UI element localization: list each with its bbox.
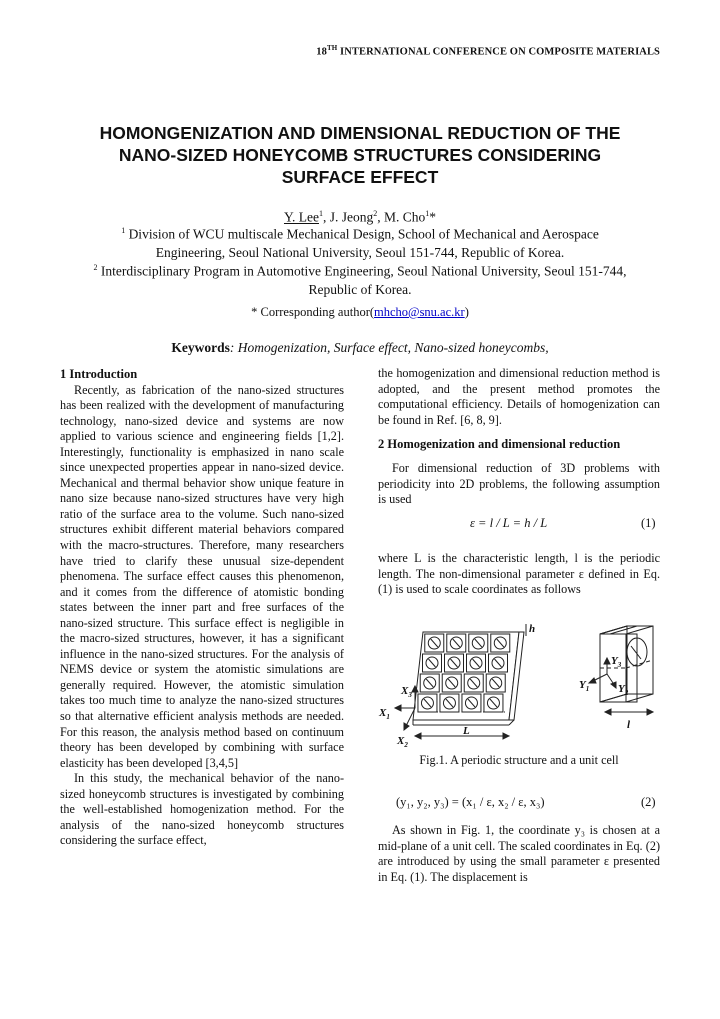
section-heading-homogenization: 2 Homogenization and dimensional reduction	[378, 437, 621, 451]
email-link[interactable]: mhcho@snu.ac.kr	[374, 305, 465, 319]
affiliation-2: $^2$ Interdisciplinary Program in Automotive Engineering, Seoul National University, Seoul 151-744, Republic of Korea.	[93, 263, 627, 297]
label-y3: $Y_3$	[611, 655, 622, 669]
label-x3: $X_3$	[401, 685, 412, 699]
equation-1-number: (1)	[641, 516, 656, 530]
label-x2: $X_2$	[397, 735, 408, 749]
scaling-paragraph: where L is the characteristic length, l is the periodic length. The non-dimensional parameter ε defined in Eq. (1) is used to scale coordinates as follows	[378, 551, 660, 597]
title-line: SURFACE EFFECT	[281, 167, 439, 187]
conference-header: 18TH INTERNATIONAL CONFERENCE ON COMPOSITE MATERIALS	[316, 44, 660, 58]
equation-2: (y₁, y₂, y₃) = (x₁ / ε, x₂ / ε, x₃)	[396, 795, 545, 809]
author-list: Y. Lee$^1$, J. Jeong$^2$, M. Cho$^1$*	[283, 209, 436, 225]
intro-paragraph-2: In this study, the mechanical behavior of the nano-sized honeycomb structures is investigated by combining the well-established homogenization method. For the analysis of the nano-sized honeycomb structures considering the surface effect,	[60, 771, 344, 848]
right-column	[378, 366, 660, 428]
equation-1: ε = l / L = h / L	[470, 516, 548, 530]
figure-caption: Fig.1. A periodic structure and a unit cell	[419, 753, 619, 767]
equation-2-number: (2)	[641, 795, 656, 809]
figure-periodic-structure	[375, 610, 665, 750]
author-lee: Y. Lee	[283, 209, 319, 225]
label-l: l	[627, 719, 631, 731]
title-line: NANO-SIZED HONEYCOMB STRUCTURES CONSIDERING	[118, 145, 602, 165]
label-y1: $Y_1$	[579, 679, 590, 693]
intro-paragraph-1: Recently, as fabrication of the nano-sized structures has been realized with the development of manufacturing technology, nano-sized device and systems are now applied to various science and engineering fields [1,2]. Interestingly, functionality is emphasized in nano scale since unexpected properties appear in nano-sized device. Mechanical and thermal behavior show unique feature in nano size because nano-sized structures have very high ratio of the surface area to the volume. Such nano-sized structures exhibit different material behaviors compared with the macro-structures. Therefore, many researchers have tried to clarify these unusual size-dependent phenomena. The surface effect causes this phenomenon, and it comes from the difference of atomistic bonding states between the inner part and free surfaces of the nano-sized structure. This surface effect is negligible in the macro-sized structures, however, it has a significant influence in the nano-sized structures. For the analysis of NEMS device or system the atomistic simulations are generally required. However, the atomistic simulation takes too much time to analyze the nano-sized structures so that alternative efficient analysis methods are needed. For this reason, the analysis method based on continuum theory has been developed by combining with surface elasticity has been developed [3,4,5]	[60, 382, 344, 770]
label-y2: $Y_2$	[618, 683, 629, 697]
title-line: HOMONGENIZATION AND DIMENSIONAL REDUCTION OF THE	[99, 123, 621, 143]
keywords: Keywords: Homogenization, Surface effect, Nano-sized honeycombs,	[171, 340, 549, 355]
homog-paragraph: For dimensional reduction of 3D problems with periodicity into 2D problems, the following assumption is used	[378, 461, 660, 507]
label-L: L	[463, 725, 470, 737]
label-x1: $X_1$	[379, 707, 390, 721]
continued-paragraph: the homogenization and dimensional reduction method is adopted, and the present method promotes the computational efficiency. Details of homogenization can be found in Ref. [6, 8, 9].	[378, 366, 660, 427]
coordinates-paragraph: As shown in Fig. 1, the coordinate y₃ is chosen at a mid-plane of a unit cell. The scaled coordinates in Eq. (2) are introduced by using the small parameter ε presented in Eq. (1). The displacement is	[378, 823, 660, 884]
affiliation-1: $^1$ Division of WCU multiscale Mechanical Design, School of Mechanical and Aerospace Engineering, Seoul National University, Seoul 151-744, Republic of Korea.	[121, 226, 599, 260]
section-heading-introduction: 1 Introduction	[60, 367, 138, 381]
paper-title	[40, 122, 680, 188]
label-h: h	[529, 623, 536, 635]
left-column	[60, 367, 344, 849]
corresponding-author: * Corresponding author(mhcho@snu.ac.kr)	[251, 305, 469, 319]
